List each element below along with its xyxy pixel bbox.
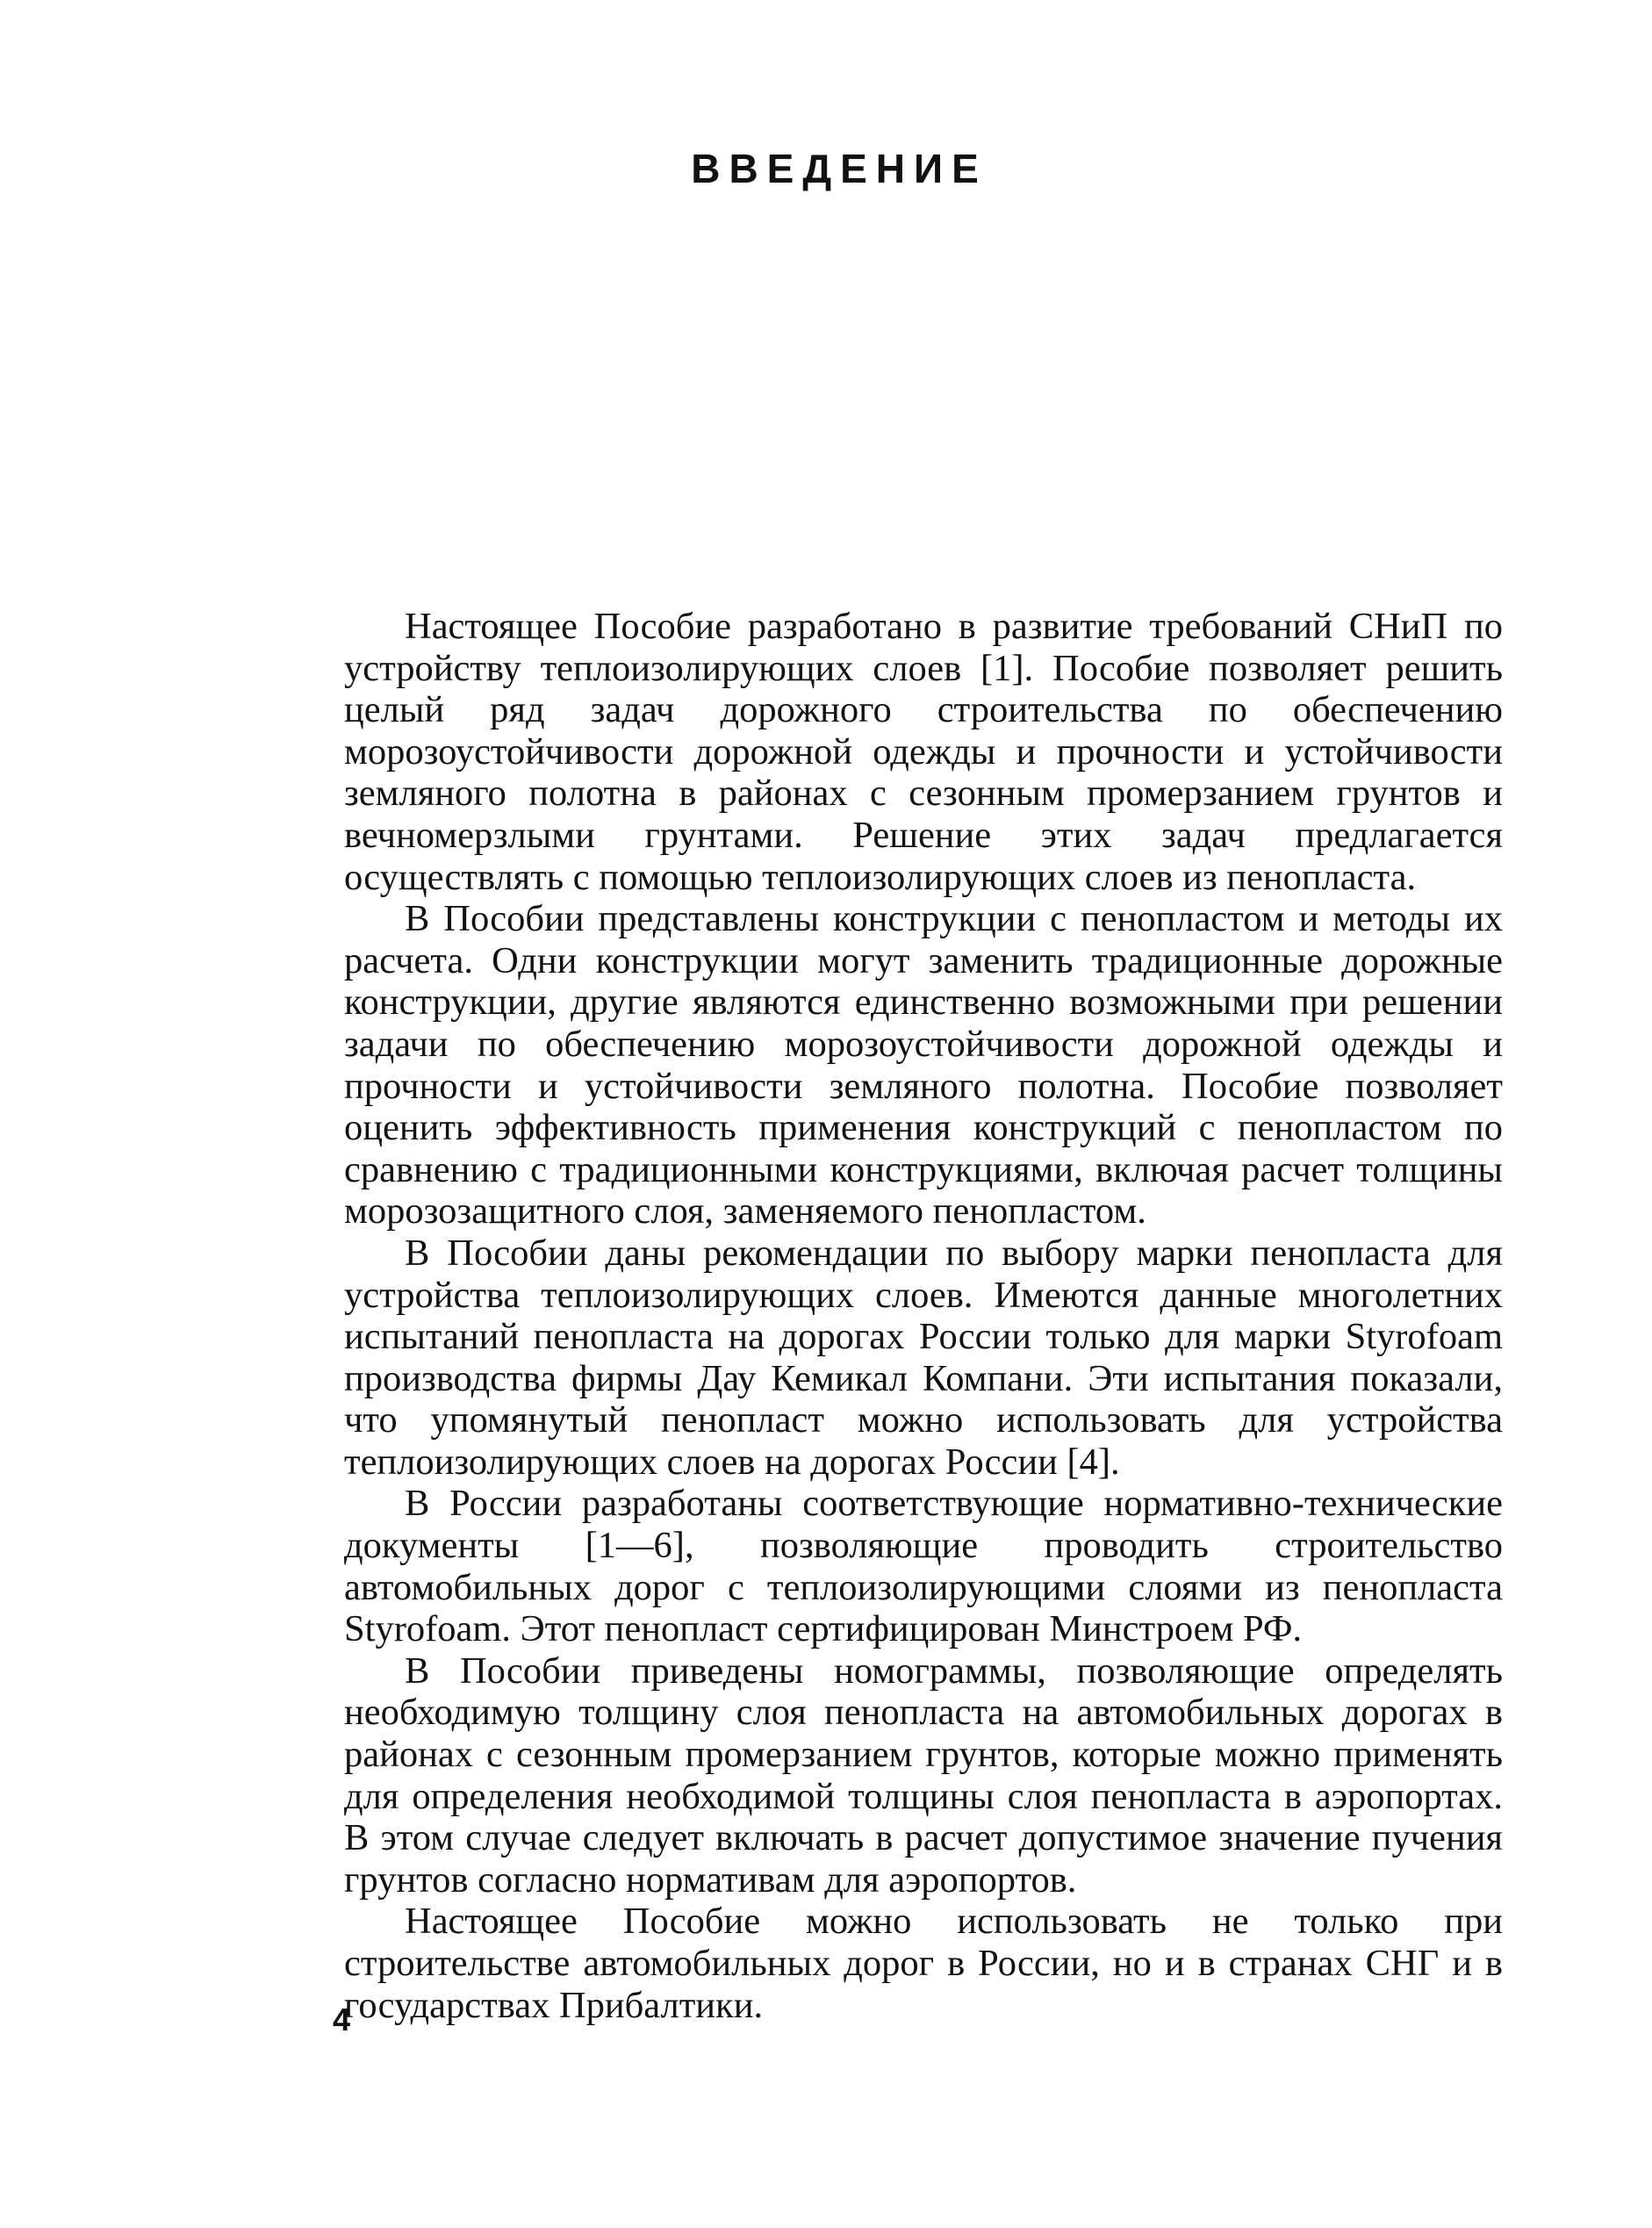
paragraph: В Пособии представлены конструкции с пенопластом и методы их расчета. Одни конструкции могут заменить традиционные дорожные конструкции, другие являются единственно возможными при решении задачи по обеспечению морозоустойчивости дорожной одежды и прочности и устойчивости земляного полотна. Пособие позволяет оценить эффективность применения конструкций с пенопластом по сравнению с традиционными конструкциями, включая расчет толщины морозозащитного слоя, заменяемого пенопластом. bbox=[344, 898, 1503, 1233]
page-heading: ВВЕДЕНИЕ bbox=[691, 146, 988, 191]
paragraph: В Пособии даны рекомендации по выбору марки пенопласта для устройства теплоизолирующих слоев. Имеются данные многолетних испытаний пенопласта на дорогах России только для марки Styrofoam производства фирмы Дау Кемикал Компани. Эти испытания показали, что упомянутый пенопласт можно использовать для устройства теплоизолирующих слоев на дорогах России [4]. bbox=[344, 1232, 1503, 1483]
paragraph: В Пособии приведены номограммы, позволяющие определять необходимую толщину слоя пенопласта на автомобильных дорогах в районах с сезонным промерзанием грунтов, которые можно применять для определения необходимой толщины слоя пенопласта в аэропортах. В этом случае следует включать в расчет допустимое значение пучения грунтов согласно нормативам для аэропортов. bbox=[344, 1649, 1503, 1901]
paragraph: Настоящее Пособие можно использовать не только при строительстве автомобильных дорог в России, но и в странах СНГ и в государствах Прибалтики. bbox=[344, 1901, 1503, 2026]
paragraph: Настоящее Пособие разработано в развитие требований СНиП по устройству теплоизолирующих слоев [1]. Пособие позволяет решить целый ряд задач дорожного строительства по обеспечению морозоустойчивости дорожной одежды и прочности и устойчивости земляного полотна в районах с сезонным промерзанием грунтов и вечномерзлыми грунтами. Решение этих задач предлагается осуществлять с помощью теплоизолирующих слоев из пенопласта. bbox=[344, 606, 1503, 898]
body-text bbox=[344, 606, 1503, 2026]
paragraph: В России разработаны соответствующие нормативно-технические документы [1—6], позволяющие проводить строительство автомобильных дорог с теплоизолирующими слоями из пенопласта Styrofoam. Этот пенопласт сертифицирован Минстроем РФ. bbox=[344, 1483, 1503, 1650]
page-number: 4 bbox=[333, 2002, 351, 2038]
